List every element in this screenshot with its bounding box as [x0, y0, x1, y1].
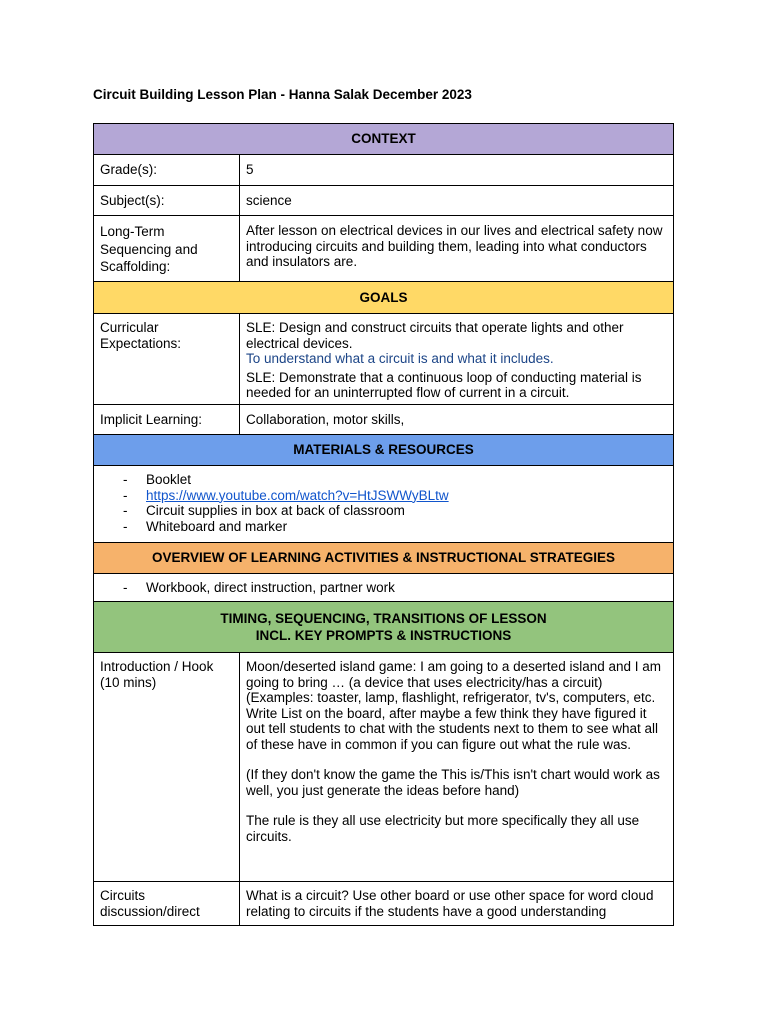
- intro-paragraph-3: (If they don't know the game the This is/This isn't chart would work as well, you just generate the ideas before hand): [246, 767, 660, 798]
- list-item: - Workbook, direct instruction, partner work: [123, 579, 395, 595]
- curricular-value: [240, 314, 674, 405]
- list-item: - https://www.youtube.com/watch?v=HtJSWWyBLtw: [123, 487, 449, 503]
- timing-header: TIMING, SEQUENCING, TRANSITIONS OF LESSON INCL. KEY PROMPTS & INSTRUCTIONS: [94, 602, 674, 653]
- circuits-label: Circuits discussion/direct: [94, 882, 240, 926]
- youtube-link[interactable]: https://www.youtube.com/watch?v=HtJSWWyBLtw: [146, 487, 449, 503]
- goals-header: GOALS: [94, 282, 674, 314]
- grade-label: Grade(s):: [94, 155, 240, 186]
- curricular-line-1: SLE: Design and construct circuits that operate lights and other electrical devices.: [246, 320, 624, 351]
- circuits-value: What is a circuit? Use other board or use other space for word cloud relating to circuits if the students have a good understanding: [240, 882, 674, 926]
- overview-list: [94, 574, 674, 602]
- document-title: Circuit Building Lesson Plan - Hanna Salak December 2023: [93, 87, 472, 102]
- list-item: - Whiteboard and marker: [123, 518, 288, 534]
- intro-paragraph-1: Moon/deserted island game: I am going to a deserted island and I am going to bring … (a device that uses electricity/has a circuit) (Examples: toaster, lamp, flashlight, refrigerator, tv's, computers, etc.: [246, 659, 661, 705]
- subject-value: science: [240, 186, 674, 216]
- sequencing-label: Long-Term Sequencing and Scaffolding:: [94, 216, 240, 282]
- sequencing-value: After lesson on electrical devices in our lives and electrical safety now introducing circuits and building them, leading into what conductors and insulators are.: [240, 216, 674, 282]
- curricular-label: Curricular Expectations:: [94, 314, 240, 405]
- lesson-plan-table: [93, 123, 674, 926]
- context-header: CONTEXT: [94, 124, 674, 155]
- list-item: - Circuit supplies in box at back of classroom: [123, 503, 405, 518]
- intro-label: Introduction / Hook (10 mins): [94, 653, 240, 882]
- overview-header: OVERVIEW OF LEARNING ACTIVITIES & INSTRUCTIONAL STRATEGIES: [94, 543, 674, 574]
- intro-value: [240, 653, 674, 882]
- materials-list: [94, 466, 674, 543]
- curricular-line-3: SLE: Demonstrate that a continuous loop of conducting material is needed for an uninterrupted flow of current in a circuit.: [246, 369, 642, 400]
- intro-paragraph-2: Write List on the board, after maybe a few think they have figured it out tell students to chat with the students next to them to see what all of these have in common if you can figure out what the rule was.: [246, 705, 658, 752]
- curricular-line-2: To understand what a circuit is and what it includes.: [246, 351, 554, 366]
- grade-value: 5: [240, 155, 674, 186]
- list-item: - Booklet: [123, 472, 192, 487]
- intro-paragraph-4: The rule is they all use electricity but more specifically they all use circuits.: [246, 813, 640, 844]
- subject-label: Subject(s):: [94, 186, 240, 216]
- materials-header: MATERIALS & RESOURCES: [94, 435, 674, 466]
- implicit-label: Implicit Learning:: [94, 405, 240, 435]
- implicit-value: Collaboration, motor skills,: [240, 405, 674, 435]
